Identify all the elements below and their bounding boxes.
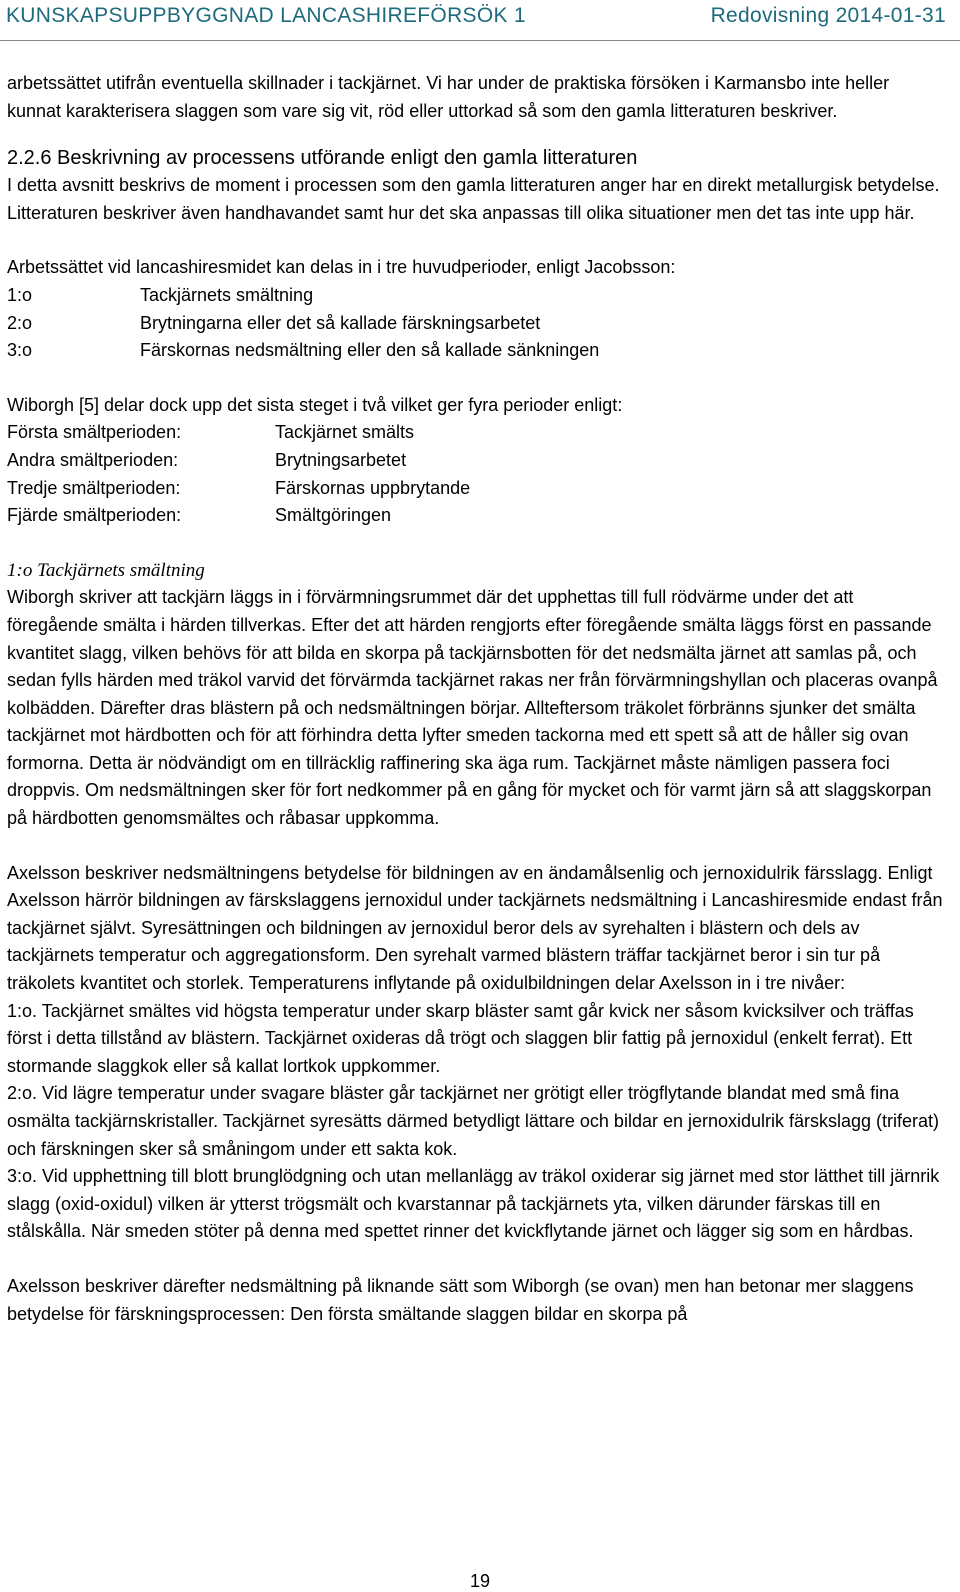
paragraph-level-1: 1:o. Tackjärnet smältes vid högsta temperatur under skarp bläster samt går kvick ner såsom kvicksilver och träffas först i detta tillstånd av blästern. Tackjärnet oxideras då trögt och slaggen blir fattig på jernoxidul (enkelt ferrat). Ett stormande slaggkok eller så kallat lortkok uppkommer. xyxy=(7,1000,914,1076)
page-header xyxy=(6,4,946,38)
period-number: 1:o xyxy=(7,284,33,305)
intro-paragraph: arbetssättet utifrån eventuella skillnader i tackjärnet. Vi har under de praktiska försöken i Karmansbo inte heller kunnat karakterisera slaggen som vare sig vit, röd eller uttorkad så som den gamla litteraturen beskriver. xyxy=(7,73,890,121)
section-intro-paragraph: I detta avsnitt beskrivs de moment i processen som den gamla litteraturen anger har en direkt metallurgisk betydelse. Litteraturen beskriver även handhavandet samt hur det ska anpassas till olika situationer men det tas inte upp här. xyxy=(7,175,940,223)
period-label: Tredje smältperioden: xyxy=(7,477,181,498)
header-title: KUNSKAPSUPPBYGGNAD LANCASHIREFÖRSÖK 1 xyxy=(6,4,526,27)
page-number: 19 xyxy=(469,1571,491,1591)
period-text: Brytningsarbetet xyxy=(275,449,407,470)
list-item xyxy=(7,419,946,447)
list-item xyxy=(7,282,946,310)
list-item xyxy=(7,310,946,338)
wiborgh-intro: Wiborgh [5] delar dock upp det sista steget i två vilket ger fyra perioder enligt: xyxy=(7,394,623,415)
period-label: Andra smältperioden: xyxy=(7,449,179,470)
subheading: 1:o Tackjärnets smältning xyxy=(7,559,205,581)
paragraph-level-3: 3:o. Vid upphettning till blott brunglödgning och utan mellanlägg av träkol oxiderar sig järnet med stor lätthet till järnrik slagg (oxid-oxidul) vilken är ytterst trögsmält och kvarstannar på tackjärnets yta, vilken därunder färskas till en stålskålla. När smeden stöter på denna med spettet rinner det kvickflytande järnet och lägger sig som en hårdbas. xyxy=(7,1166,940,1242)
document-body xyxy=(7,70,946,1328)
period-text: Tackjärnets smältning xyxy=(140,284,314,305)
paragraph-axelsson: Axelsson beskriver nedsmältningens betydelse för bildningen av en ändamålsenlig och jernoxidulrik färsslagg. Enligt Axelsson härrör bildningen av färskslaggens jernoxidul under tackjärnets nedsmältning i Lancashiresmide endast från tackjärnet självt. Syresättningen och bildningen av jernoxidul beror dels av syrehalten i blästern och dels av tackjärnets temperatur och aggregationsform. Den syrehalt varmed blästern träffar tackjärnet beror i sin tur på träkolets kvantitet och storlek. Temperaturens inflytande på oxidulbildningen delar Axelsson in i tre nivåer: xyxy=(7,862,943,994)
list-item xyxy=(7,337,946,365)
period-text: Färskornas nedsmältning eller den så kallade sänkningen xyxy=(140,340,600,361)
period-number: 3:o xyxy=(7,340,33,361)
list-item xyxy=(7,502,946,530)
list-item xyxy=(7,447,946,475)
period-label: Fjärde smältperioden: xyxy=(7,505,182,526)
period-text: Smältgöringen xyxy=(275,505,392,526)
header-date: Redovisning 2014-01-31 xyxy=(710,4,946,27)
period-text: Tackjärnet smälts xyxy=(275,422,415,443)
period-text: Brytningarna eller det så kallade färskningsarbetet xyxy=(140,312,541,333)
paragraph-axelsson-continued: Axelsson beskriver därefter nedsmältning på liknande sätt som Wiborgh (se ovan) men han betonar mer slaggens betydelse för färskningsprocessen: Den första smältande slaggen bildar en skorpa på xyxy=(7,1275,914,1324)
paragraph-wiborgh: Wiborgh skriver att tackjärn läggs in i förvärmningsrummet där det upphettas till full rödvärme under det att föregående smälta i härden tillverkas. Efter det att härden rengjorts efter föregående smälta läggs först en passande kvantitet slagg, vilken behövs för att bilda en skorpa på tackjärnsbotten för det nedsmälta järnet att samlas på, och sedan fylls härden med träkol varvid det förvärmda tackjärnet rakas ner från förvärmningshyllan och placeras ovanpå kolbädden. Därefter dras blästern på och nedsmältningen börjar. Allteftersom träkolet förbränns sjunker det smälta tackjärnet mot härdbotten och för att förhindra detta lyfter smeden tackorna med ett spett så att de håller sig ovan formorna. Detta är nödvändigt om en tillräcklig raffinering ska äga rum. Tackjärnet måste nämligen passera foci droppvis. Om nedsmältningen sker för fort nedkommer på en gång för mycket och för varmt järn så att slaggskorpan på härdbotten genomsmältes och råbasar uppkomma. xyxy=(7,587,938,829)
period-label: Första smältperioden: xyxy=(7,422,182,443)
list-item xyxy=(7,475,946,503)
period-text: Färskornas uppbrytande xyxy=(275,477,471,498)
period-number: 2:o xyxy=(7,312,33,333)
paragraph-level-2: 2:o. Vid lägre temperatur under svagare bläster går tackjärnet ner grötigt eller trögflytande blandat med små fina osmälta tackjärnskristaller. Tackjärnet syresätts därmed betydligt lättare och bildar en jernoxidulrik färskslagg (triferat) och färskningen sker så småningom under ett sakta kok. xyxy=(7,1083,940,1159)
jacobsson-intro: Arbetssättet vid lancashiresmidet kan delas in i tre huvudperioder, enligt Jacobsson: xyxy=(7,257,676,278)
section-heading: 2.2.6 Beskrivning av processens utförande enligt den gamla litteraturen xyxy=(7,147,638,170)
header-divider xyxy=(0,40,960,41)
